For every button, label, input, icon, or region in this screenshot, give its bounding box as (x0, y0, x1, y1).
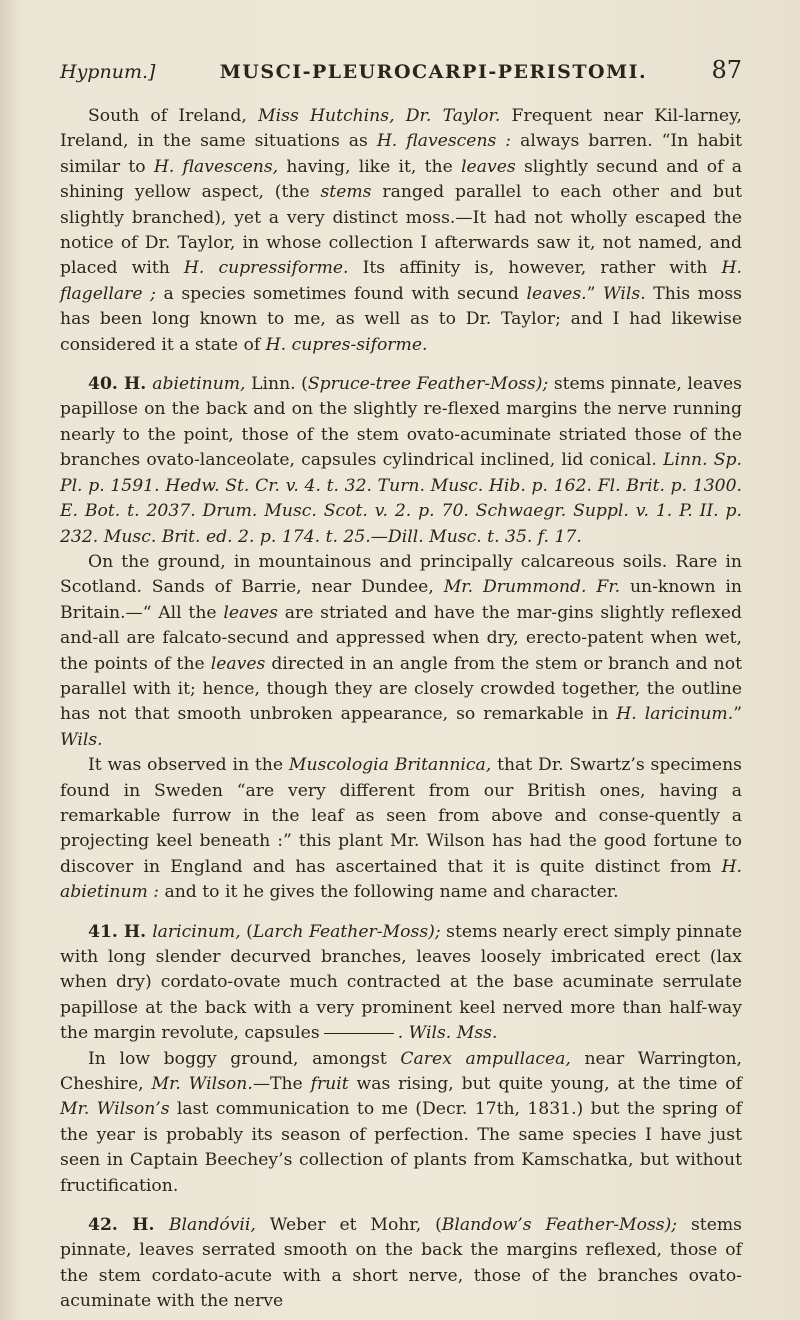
page-number: 87 (711, 56, 742, 84)
paragraph-abietinum-habitat: On the ground, in mountainous and principally calcareous soils. Rare in Scotland. Sands of Barrie, near Dundee, Mr. Drummond. Fr. un-known in Britain.—“ All the leaves are striated and have the mar-gins slightly reflexed and-all are falcato-secund and appressed when dry, erecto-patent when wet, the points of the leaves directed in an angle from the stem or branch and not parallel with it; hence, though they are closely crowded together, the outline has not that smooth unbroken appearance, so remarkable in H. laricinum.” Wils. (60, 551, 743, 750)
species-42-blandovii: 42. H. Blandóvii, Weber et Mohr, (Blandow’s Feather-Moss); stems pinnate, leaves serrated smooth on the back the margins reflexed, those of the stem cordato-acute with a short nerve, those of the branches ovato-acuminate with the nerve (60, 1215, 742, 1312)
blank-dash (324, 1033, 394, 1034)
paragraph-laricinum-habitat: In low boggy ground, amongst Carex ampullacea, near Warrington, Cheshire, Mr. Wilson.—The fruit was rising, but quite young, at the time of Mr. Wilson’s last communication to me (Decr. 17th, 1831.) but the spring of the year is probably its season of perfection. The same species I have just seen in Captain Beechey’s collection of plants from Kamschatka, but without fructification. (60, 1048, 743, 1196)
species-41-laricinum: 41. H. laricinum, (Larch Feather-Moss); stems nearly erect simply pinnate with long slender decurved branches, leaves loosely imbricated erect (lax when dry) cordato-ovate much contracted at the base acuminate serrulate papillose at the back with a very prominent keel nerved more than half-way the margin revolute, capsules . Wils. Mss. (60, 921, 742, 1044)
paragraph-swartz: It was observed in the Muscologia Britannica, that Dr. Swartz’s specimens found in Sweden “are very different from our British ones, having a remarkable furrow in the leaf as seen from above and conse-quently a projecting keel beneath :” this plant Mr. Wilson has had the good fortune to discover in England and has ascertained that it is quite distinct from H. abietinum : and to it he gives the following name and character. (60, 755, 742, 903)
header-genus: Hypnum.] (60, 61, 156, 83)
header-title: MUSCI-PLEUROCARPI-PERISTOMI. (219, 61, 648, 83)
species-40-abietinum: 40. H. abietinum, Linn. (Spruce-tree Feather-Moss); stems pinnate, leaves papillose on the back and on the slightly re-flexed margins the nerve running nearly to the point, those of the stem ovato-acuminate striated those of the branches ovato-lanceolate, capsules cylindrical inclined, lid conical. Linn. Sp. Pl. p. 1591. Hedw. St. Cr. v. 4. t. 32. Turn. Musc. Hib. p. 162. Fl. Brit. p. 1300. E. Bot. t. 2037. Drum. Musc. Scot. v. 2. p. 70. Schwaegr. Suppl. v. 1. P. II. p. 232. Musc. Brit. ed. 2. p. 174. t. 25.—Dill. Musc. t. 35. f. 17. (60, 374, 743, 547)
paragraph-hutchins: South of Ireland, Miss Hutchins, Dr. Taylor. Frequent near Kil-larney, Ireland, in the same situations as H. flavescens : always barren. “In habit similar to H. flavescens, having, like it, the leaves slightly secund and of a shining yellow aspect, (the stems ranged parallel to each other and but slightly branched), yet a very distinct moss.—It had not wholly escaped the notice of Dr. Taylor, in whose collection I afterwards saw it, not named, and placed with H. cupressiforme. Its affinity is, however, rather with H. flagellare ; a species sometimes found with secund leaves.” Wils. This moss has been long known to me, as well as to Dr. Taylor; and I had likewise considered it a state of H. cupres-siforme. (60, 106, 742, 355)
running-header (60, 56, 742, 90)
